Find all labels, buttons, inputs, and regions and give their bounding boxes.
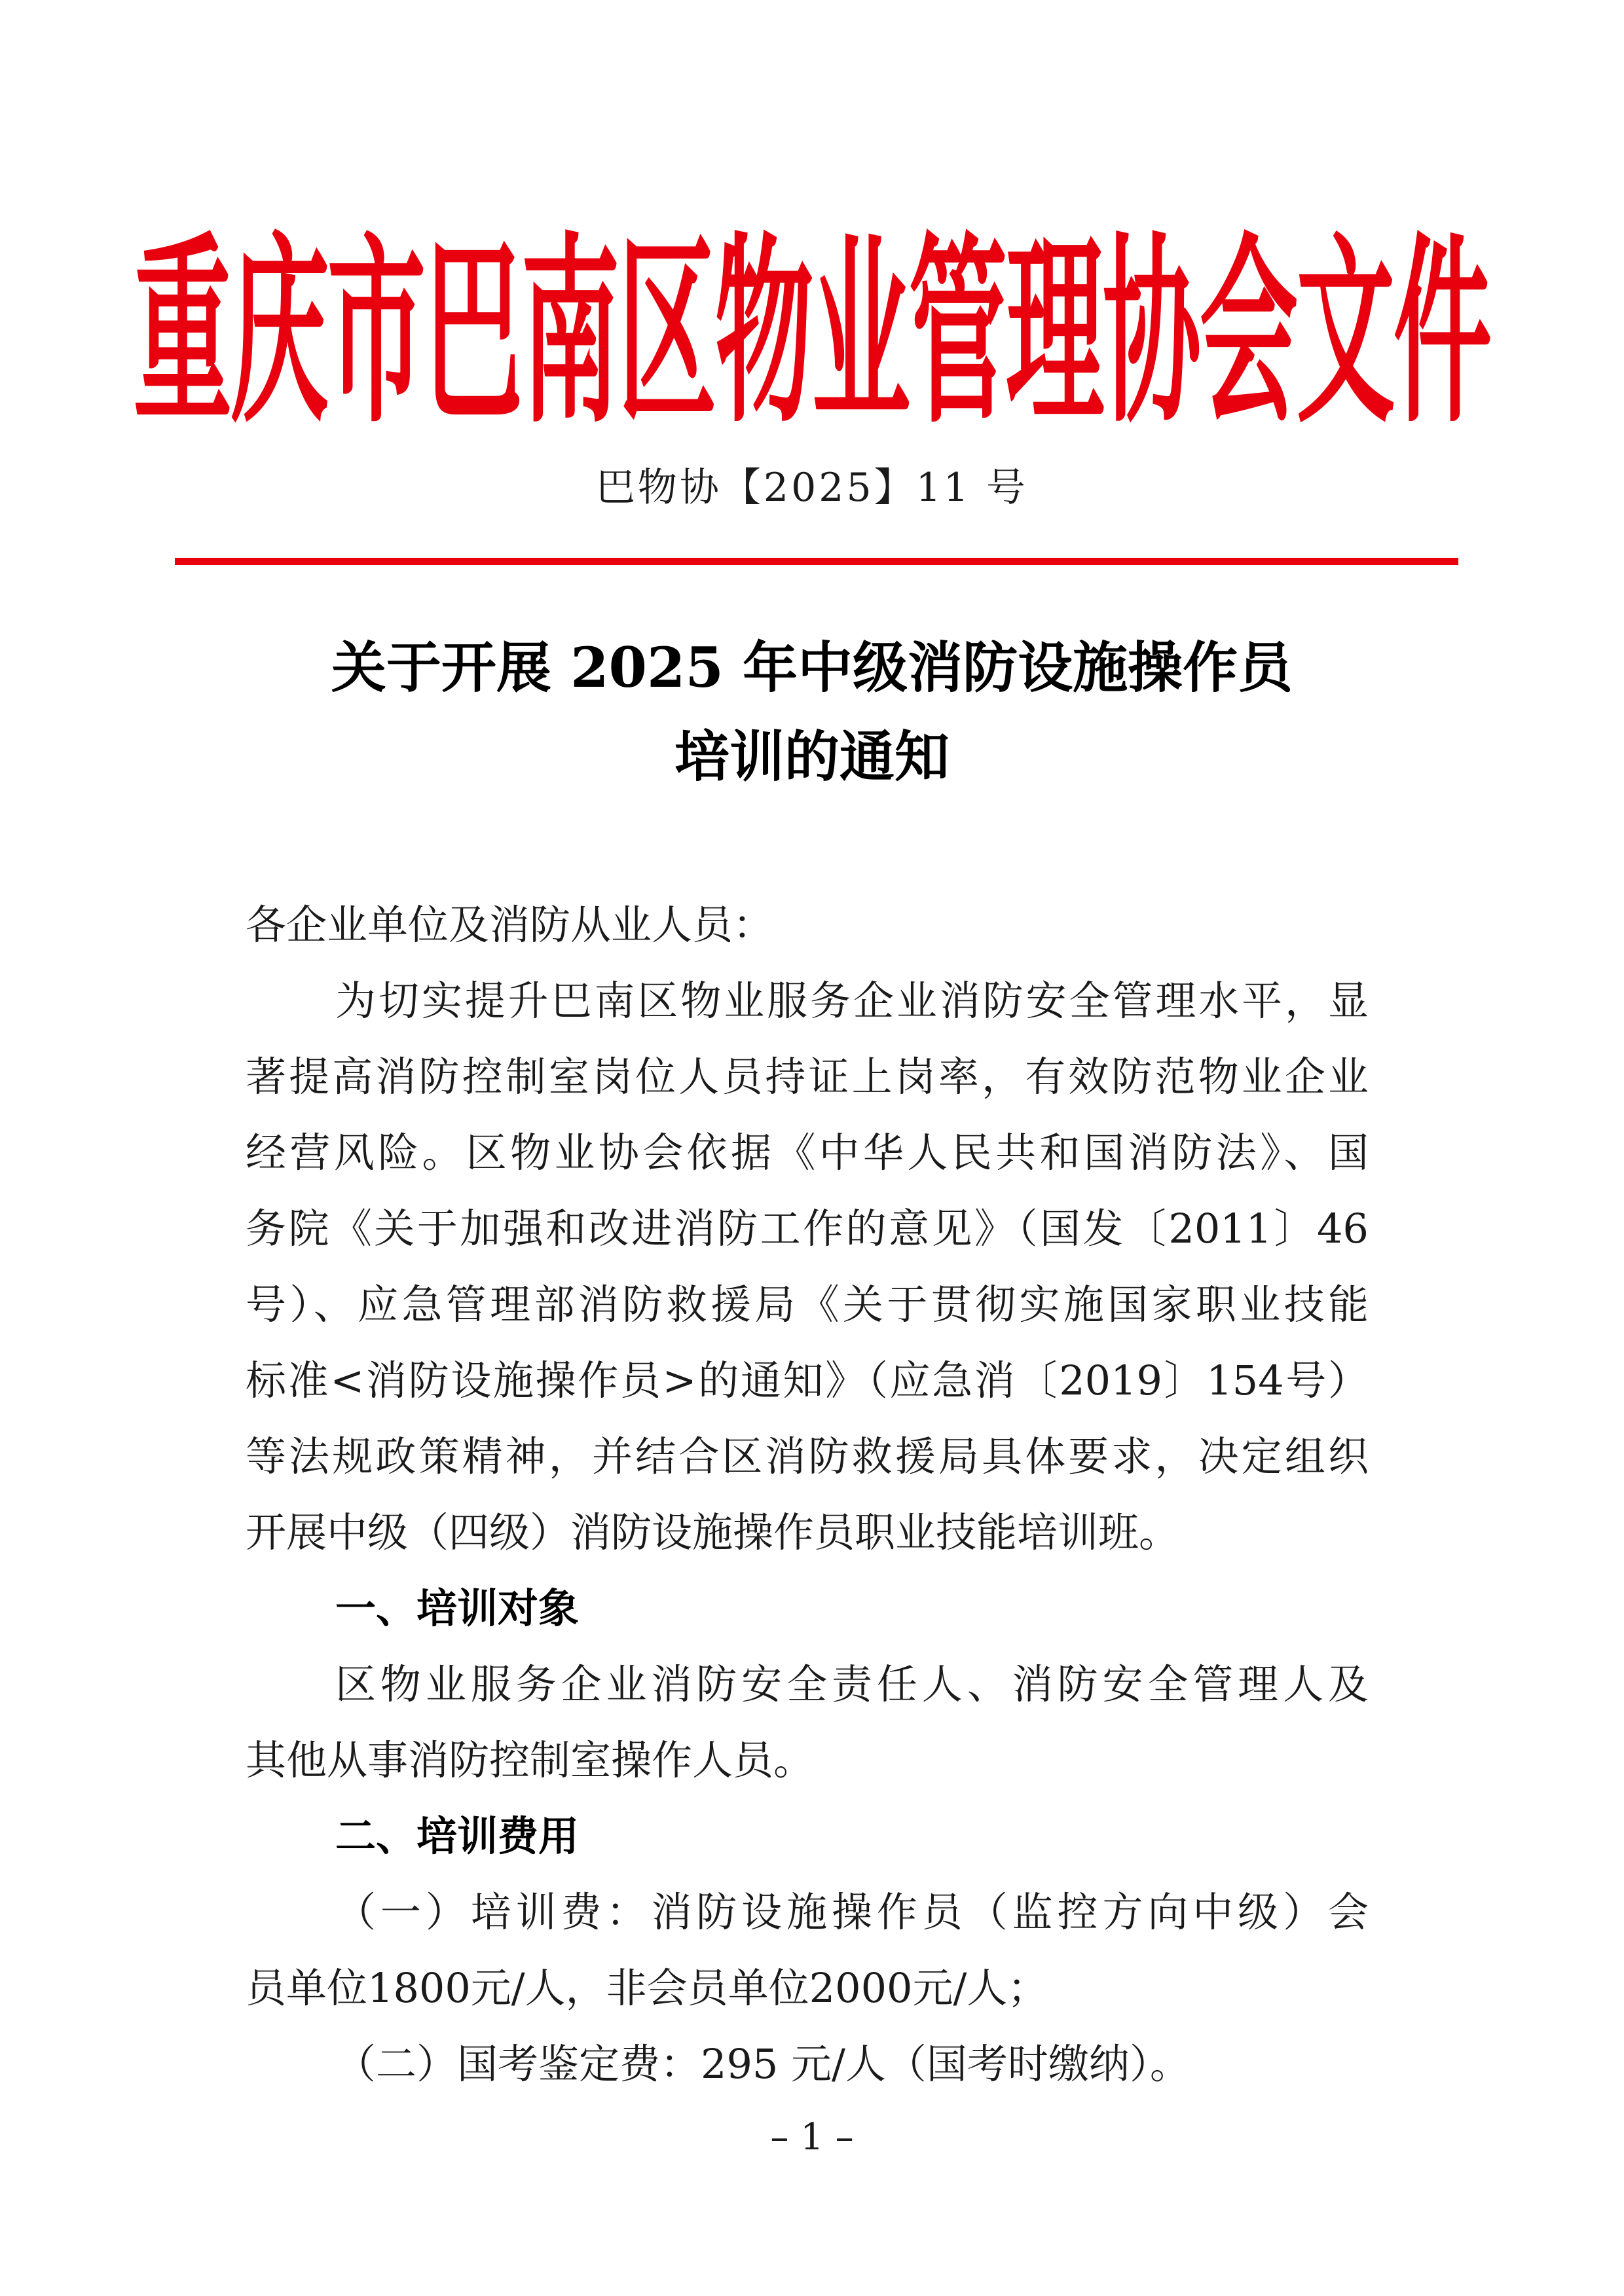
- body-line: 开展中级（四级）消防设施操作员职业技能培训班。: [246, 1508, 1180, 1556]
- document-number: 巴物协【2025】11 号: [595, 465, 1029, 511]
- page-number: – 1 –: [770, 2116, 854, 2159]
- body-line: 标准<消防设施操作员>的通知》（应急消〔2019〕154号）: [246, 1357, 1369, 1404]
- body-line: 为切实提升巴南区物业服务企业消防安全管理水平，显: [335, 977, 1369, 1025]
- salutation: 各企业单位及消防从业人员：: [246, 901, 774, 949]
- document-masthead: [0, 216, 1624, 452]
- body-line: 经营风险。区物业协会依据《中华人民共和国消防法》、国: [246, 1129, 1369, 1176]
- body-line: 务院《关于加强和改进消防工作的意见》（国发〔2011〕46: [246, 1205, 1369, 1252]
- body-line: 其他从事消防控制室操作人员。: [246, 1736, 815, 1784]
- body-line: 员单位1800元/人，非会员单位2000元/人；: [246, 1964, 1048, 2012]
- notice-title-line-2: 培训的通知: [674, 724, 950, 789]
- section-heading-training-fee: 二、培训费用: [335, 1812, 580, 1860]
- section-heading-training-target: 一、培训对象: [335, 1584, 580, 1632]
- body-line: 号）、应急管理部消防救援局《关于贯彻实施国家职业技能: [246, 1281, 1369, 1328]
- notice-title-line-1: 关于开展 2025 年中级消防设施操作员: [331, 635, 1293, 700]
- body-line: 区物业服务企业消防安全责任人、消防安全管理人及: [335, 1660, 1369, 1708]
- masthead-title: 重庆市巴南区物业管理协会文件: [133, 217, 1490, 451]
- body-line: （一）培训费：消防设施操作员（监控方向中级）会: [335, 1888, 1369, 1936]
- red-divider-line: [175, 558, 1458, 565]
- body-line: 等法规政策精神，并结合区消防救援局具体要求，决定组织: [246, 1432, 1369, 1480]
- body-line: （二）国考鉴定费：295 元/人（国考时缴纳）。: [335, 2040, 1190, 2088]
- body-line: 著提高消防控制室岗位人员持证上岗率，有效防范物业企业: [246, 1053, 1369, 1101]
